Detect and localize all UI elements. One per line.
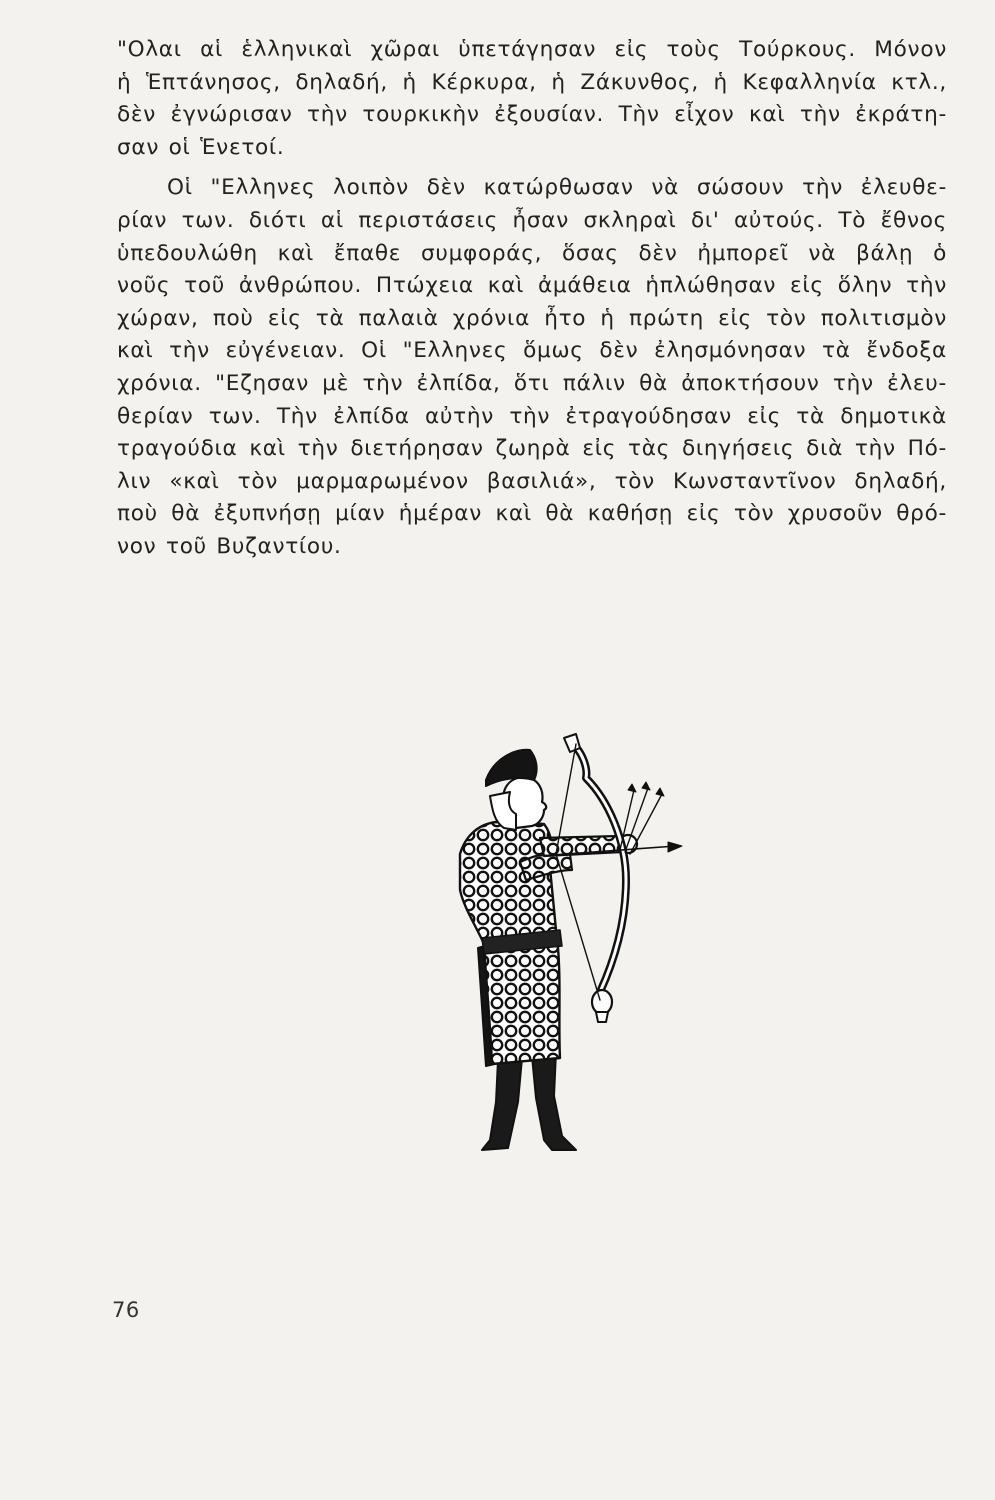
text-line: χώραν, ποὺ εἰς τὰ παλαιὰ χρόνια ἦτο ἡ πρώτη εἰς τὸν πολιτισμὸν	[117, 305, 947, 331]
text-line: δὲν ἐγνώρισαν τὴν τουρκικὴν ἐξουσίαν. Τὴν εἶχον καὶ τὴν ἐκράτη-	[117, 102, 947, 128]
paragraph	[117, 34, 947, 164]
text-line: τραγούδια καὶ τὴν διετήρησαν ζωηρὰ εἰς τὰς διηγήσεις διὰ τὴν Πό-	[117, 436, 947, 462]
text-line: νον τοῦ Βυζαντίου.	[117, 533, 342, 559]
text-line: χρόνια. "Εζησαν μὲ τὴν ἐλπίδα, ὅτι πάλιν θὰ ἀποκτήσουν τὴν ἐλευ-	[117, 370, 947, 396]
archer-illustration	[420, 730, 710, 1170]
text-line: θερίαν των. Τὴν ἐλπίδα αὐτὴν τὴν ἐτραγούδησαν εἰς τὰ δημοτικὰ	[117, 403, 947, 429]
page-number: 76	[112, 1298, 140, 1322]
text-line: ἡ Ἑπτάνησος, δηλαδή, ἡ Κέρκυρα, ἡ Ζάκυνθος, ἡ Κεφαλληνία κτλ.,	[117, 69, 947, 95]
text-line: καὶ τὴν εὐγένειαν. Οἱ "Ελληνες ὅμως δὲν ἐλησμόνησαν τὰ ἔνδοξα	[117, 338, 947, 364]
text-line: ὑπεδουλώθη καὶ ἔπαθε συμφοράς, ὅσας δὲν ἠμπορεῖ νὰ βάλῃ ὁ	[117, 240, 947, 266]
text-line: Οἱ "Ελληνες λοιπὸν δὲν κατώρθωσαν νὰ σώσουν τὴν ἐλευθε-	[167, 175, 947, 201]
paragraph	[117, 172, 947, 563]
body-text	[117, 34, 947, 564]
text-line: σαν οἱ Ἑνετοί.	[117, 134, 285, 160]
text-line: νοῦς τοῦ ἀνθρώπου. Πτώχεια καὶ ἀμάθεια ἡπλώθησαν εἰς ὅλην τὴν	[117, 273, 947, 299]
text-line: ρίαν των. διότι αἱ περιστάσεις ἦσαν σκληραὶ δι' αὐτούς. Τὸ ἔθνος	[117, 207, 947, 233]
text-line: "Ολαι αἱ ἑλληνικαὶ χῶραι ὑπετάγησαν εἰς τοὺς Τούρκους. Μόνον	[117, 37, 947, 62]
text-line: λιν «καὶ τὸν μαρμαρωμένον βασιλιά», τὸν Κωνσταντῖνον δηλαδή,	[117, 468, 947, 494]
text-line: ποὺ θὰ ἐξυπνήσῃ μίαν ἡμέραν καὶ θὰ καθήσῃ εἰς τὸν χρυσοῦν θρό-	[117, 501, 947, 527]
archer-icon	[420, 730, 710, 1170]
